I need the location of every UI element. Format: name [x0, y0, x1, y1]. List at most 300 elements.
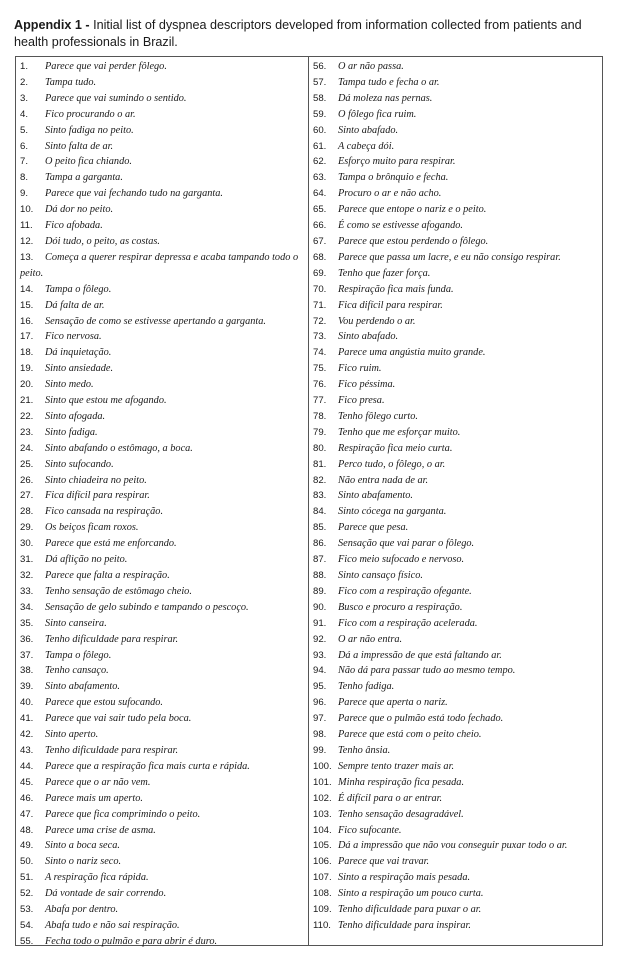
item-number: 47. [20, 808, 34, 820]
item-text: Tenho dificuldade para puxar o ar. [338, 904, 482, 916]
list-item [16, 663, 308, 679]
list-item [309, 536, 602, 552]
item-number: 75. [313, 363, 327, 375]
list-item [16, 870, 308, 886]
item-text: Perco tudo, o fôlego, o ar. [338, 458, 446, 470]
item-number: 84. [313, 506, 327, 518]
item-text: Tampa o brônquio e fecha. [338, 172, 449, 184]
item-number: 62. [313, 156, 327, 168]
list-item [16, 314, 308, 330]
item-text: Sinto chiadeira no peito. [45, 474, 147, 486]
item-number: 53. [20, 904, 34, 916]
list-item [309, 329, 602, 345]
item-number: 45. [20, 776, 34, 788]
list-item [16, 202, 308, 218]
item-number: 9. [20, 188, 29, 200]
item-number: 25. [20, 458, 34, 470]
item-text: Busco e procuro a respiração. [338, 601, 463, 613]
item-text: Parece que passa um lacre, e eu não consigo respirar. [338, 251, 561, 263]
item-text: Tenho que fazer força. [338, 267, 431, 279]
list-item [16, 600, 308, 616]
item-number: 29. [20, 522, 34, 534]
list-item [16, 727, 308, 743]
item-number: 76. [313, 379, 327, 391]
item-number: 40. [20, 697, 34, 709]
item-text: Fica difícil para respirar. [45, 490, 150, 502]
item-text: Tenho cansaço. [45, 665, 109, 677]
list-item [309, 345, 602, 361]
item-text: Minha respiração fica pesada. [338, 776, 465, 788]
item-number: 93. [313, 649, 327, 661]
list-item [16, 552, 308, 568]
list-item [16, 282, 308, 298]
list-item [309, 584, 602, 600]
item-text: É difícil para o ar entrar. [338, 792, 443, 804]
list-item [309, 838, 602, 854]
item-number: 36. [20, 633, 34, 645]
list-item [309, 107, 602, 123]
item-number: 83. [313, 490, 327, 502]
item-text: Começa a querer respirar depressa e acaba tampando todo o peito. [20, 251, 299, 279]
item-text: Sinto afogada. [45, 410, 106, 422]
item-number: 60. [313, 124, 327, 136]
list-item [309, 759, 602, 775]
list-item [16, 234, 308, 250]
list-item [309, 823, 602, 839]
item-number: 20. [20, 379, 34, 391]
caption-text: Initial list of dyspnea descriptors developed from information collected from patients and health professionals in Brazil. [14, 18, 582, 49]
list-item [16, 91, 308, 107]
item-number: 98. [313, 729, 327, 741]
item-number: 105. [313, 840, 332, 852]
item-number: 52. [20, 888, 34, 900]
item-number: 10. [20, 204, 34, 216]
item-text: Parece uma angústia muito grande. [338, 347, 486, 359]
item-number: 35. [20, 617, 34, 629]
item-number: 31. [20, 554, 34, 566]
item-text: Tenho fadiga. [338, 681, 395, 693]
list-item [16, 123, 308, 139]
item-text: Parece que fica comprimindo o peito. [45, 808, 201, 820]
item-number: 17. [20, 331, 34, 343]
item-number: 72. [313, 315, 327, 327]
item-number: 81. [313, 458, 327, 470]
item-text: Respiração fica mais funda. [338, 283, 454, 295]
item-text: Sinto canseira. [45, 617, 107, 629]
list-item [16, 854, 308, 870]
item-text: Parece que está me enforcando. [45, 538, 177, 550]
list-item [309, 886, 602, 902]
item-text: Os beiços ficam roxos. [45, 522, 139, 534]
item-text: Abafa por dentro. [45, 904, 119, 916]
list-item [309, 775, 602, 791]
item-text: Fico nervosa. [45, 331, 102, 343]
item-number: 88. [313, 570, 327, 581]
item-text: Parece que vai travar. [338, 856, 430, 868]
item-text: Sinto sufocando. [45, 458, 114, 470]
list-item [309, 202, 602, 218]
item-text: Sinto a respiração mais pesada. [338, 872, 471, 884]
list-item [309, 616, 602, 632]
list-item [309, 600, 602, 616]
list-item [16, 695, 308, 711]
item-number: 41. [20, 713, 34, 725]
list-item [309, 663, 602, 679]
item-number: 68. [313, 251, 327, 263]
item-text: Parece que o ar não vem. [45, 776, 151, 788]
item-text: Sinto abafamento. [338, 490, 413, 502]
item-number: 57. [313, 76, 327, 88]
item-text: Tenho sensação de estômago cheio. [45, 585, 192, 597]
item-text: Tenho dificuldade para respirar. [45, 633, 179, 645]
item-text: O fôlego fica ruim. [338, 108, 417, 120]
list-item [16, 75, 308, 91]
item-number: 59. [313, 108, 327, 120]
item-text: Fico cansada na respiração. [45, 506, 164, 518]
list-item [309, 170, 602, 186]
list-item [16, 393, 308, 409]
item-text: Dá a impressão de que está faltando ar. [338, 649, 502, 661]
item-text: Sinto cansaço físico. [338, 570, 423, 581]
item-text: Tenho ânsia. [338, 744, 391, 756]
list-item [309, 441, 602, 457]
list-item [309, 361, 602, 377]
list-item [309, 632, 602, 648]
item-text: Vou perdendo o ar. [338, 315, 416, 327]
list-item [309, 282, 602, 298]
item-text: Não entra nada de ar. [338, 474, 429, 486]
list-item [16, 584, 308, 600]
list-item [16, 218, 308, 234]
item-number: 28. [20, 506, 34, 518]
item-text: Parece que vai perder fôlego. [45, 61, 167, 72]
item-text: Sinto a boca seca. [45, 840, 120, 852]
list-item [309, 520, 602, 536]
item-number: 55. [20, 935, 34, 947]
list-item [16, 918, 308, 934]
list-item [309, 473, 602, 489]
item-number: 50. [20, 856, 34, 868]
item-text: Sensação que vai parar o fôlego. [338, 538, 475, 550]
list-item [16, 154, 308, 170]
item-number: 102. [313, 792, 332, 804]
item-text: Parece que está com o peito cheio. [338, 729, 482, 741]
item-number: 61. [313, 140, 327, 152]
item-number: 86. [313, 538, 327, 550]
list-item [309, 918, 602, 934]
item-number: 97. [313, 713, 327, 725]
item-number: 38. [20, 665, 34, 677]
list-item [16, 457, 308, 473]
item-text: Parece que estou sufocando. [45, 697, 164, 709]
item-number: 34. [20, 601, 34, 613]
item-text: Parece que vai sumindo o sentido. [45, 92, 187, 104]
list-item [309, 711, 602, 727]
item-text: Sinto abafamento. [45, 681, 120, 693]
item-number: 89. [313, 585, 327, 597]
item-text: Sinto fadiga no peito. [45, 124, 134, 136]
item-text: Fico procurando o ar. [45, 108, 136, 120]
item-number: 104. [313, 824, 332, 836]
descriptor-column-left [16, 57, 309, 945]
item-number: 8. [20, 172, 29, 184]
item-text: Sinto o nariz seco. [45, 856, 122, 868]
item-number: 106. [313, 856, 332, 868]
item-text: Parece que aperta o nariz. [338, 697, 448, 709]
list-item [16, 139, 308, 155]
item-text: Dói tudo, o peito, as costas. [45, 235, 160, 247]
item-number: 85. [313, 522, 327, 534]
list-item [309, 488, 602, 504]
list-item [309, 409, 602, 425]
item-number: 90. [313, 601, 327, 613]
descriptor-table [15, 56, 603, 946]
list-item [309, 727, 602, 743]
item-number: 82. [313, 474, 327, 486]
item-text: Tampa tudo e fecha o ar. [338, 76, 440, 88]
list-item [309, 186, 602, 202]
item-number: 43. [20, 744, 34, 756]
list-item [16, 679, 308, 695]
item-text: Sinto ansiedade. [45, 363, 114, 375]
item-number: 2. [20, 76, 29, 88]
item-number: 66. [313, 220, 327, 232]
item-number: 101. [313, 776, 332, 788]
item-number: 49. [20, 840, 34, 852]
list-item [309, 298, 602, 314]
list-item [309, 568, 602, 584]
list-item [16, 568, 308, 584]
list-item [16, 377, 308, 393]
item-number: 77. [313, 395, 327, 407]
item-number: 109. [313, 904, 332, 916]
item-text: Parece que falta a respiração. [45, 570, 170, 581]
item-number: 3. [20, 92, 29, 104]
item-text: Não dá para passar tudo ao mesmo tempo. [338, 665, 516, 677]
list-item [309, 457, 602, 473]
item-text: Fico ruim. [338, 363, 382, 375]
item-number: 5. [20, 124, 29, 136]
list-item [309, 425, 602, 441]
item-number: 107. [313, 872, 332, 884]
item-text: Tampa o fôlego. [45, 649, 112, 661]
item-text: Sinto fadiga. [45, 426, 98, 438]
item-text: Sensação de como se estivesse apertando a garganta. [45, 315, 266, 327]
item-text: Sinto medo. [45, 379, 94, 391]
list-item [309, 91, 602, 107]
item-text: O peito fica chiando. [45, 156, 132, 168]
item-number: 65. [313, 204, 327, 216]
list-item [16, 425, 308, 441]
item-text: Sinto aperto. [45, 729, 99, 741]
item-number: 56. [313, 61, 327, 72]
list-item [309, 377, 602, 393]
list-item [16, 441, 308, 457]
item-number: 16. [20, 315, 34, 327]
item-number: 39. [20, 681, 34, 693]
item-number: 13. [20, 251, 34, 263]
item-text: Sensação de gelo subindo e tampando o pescoço. [45, 601, 249, 613]
item-number: 14. [20, 283, 34, 295]
item-number: 96. [313, 697, 327, 709]
item-text: Tenho sensação desagradável. [338, 808, 464, 820]
item-text: Parece que a respiração fica mais curta e rápida. [45, 760, 250, 772]
item-number: 103. [313, 808, 332, 820]
item-number: 70. [313, 283, 327, 295]
item-number: 79. [313, 426, 327, 438]
item-text: Sinto abafado. [338, 331, 399, 343]
list-item [309, 679, 602, 695]
appendix-caption [14, 17, 618, 51]
item-number: 37. [20, 649, 34, 661]
item-number: 6. [20, 140, 29, 152]
list-item [309, 807, 602, 823]
item-text: Sinto abafando o estômago, a boca. [45, 442, 193, 454]
item-number: 21. [20, 395, 34, 407]
list-item [309, 250, 602, 266]
item-number: 26. [20, 474, 34, 486]
item-number: 91. [313, 617, 327, 629]
item-text: A cabeça dói. [338, 140, 395, 152]
list-item [309, 902, 602, 918]
item-number: 19. [20, 363, 34, 375]
list-item [16, 648, 308, 664]
item-number: 108. [313, 888, 332, 900]
descriptor-column-right [309, 57, 602, 945]
list-item [16, 298, 308, 314]
list-item [16, 902, 308, 918]
list-item [16, 59, 308, 75]
list-item [16, 345, 308, 361]
item-number: 92. [313, 633, 327, 645]
item-number: 74. [313, 347, 327, 359]
item-number: 63. [313, 172, 327, 184]
item-text: Esforço muito para respirar. [338, 156, 456, 168]
list-item [16, 107, 308, 123]
item-text: A respiração fica rápida. [45, 872, 149, 884]
item-text: Tampa a garganta. [45, 172, 123, 184]
list-item [309, 266, 602, 282]
item-text: Fica difícil para respirar. [338, 299, 443, 311]
list-item [309, 139, 602, 155]
caption-label: Appendix 1 - [14, 18, 90, 32]
item-text: Sinto que estou me afogando. [45, 395, 167, 407]
item-number: 73. [313, 331, 327, 343]
list-item [16, 791, 308, 807]
item-number: 23. [20, 426, 34, 438]
item-text: Fico sufocante. [338, 824, 402, 836]
item-text: Sinto a respiração um pouco curta. [338, 888, 484, 900]
list-item [309, 743, 602, 759]
item-text: Procuro o ar e não acho. [338, 188, 442, 200]
item-text: Sinto abafado. [338, 124, 399, 136]
item-number: 1. [20, 61, 29, 72]
item-text: Sinto falta de ar. [45, 140, 114, 152]
list-item [309, 695, 602, 711]
item-number: 51. [20, 872, 34, 884]
item-text: Tenho dificuldade para respirar. [45, 744, 179, 756]
item-number: 48. [20, 824, 34, 836]
item-text: O ar não entra. [338, 633, 403, 645]
item-number: 7. [20, 156, 29, 168]
item-number: 71. [313, 299, 327, 311]
item-number: 27. [20, 490, 34, 502]
item-text: Parece uma crise de asma. [45, 824, 156, 836]
item-number: 33. [20, 585, 34, 597]
item-text: Tenho fôlego curto. [338, 410, 418, 422]
list-item [16, 823, 308, 839]
item-text: É como se estivesse afogando. [338, 220, 463, 232]
list-item [16, 743, 308, 759]
list-item [309, 393, 602, 409]
list-item [16, 759, 308, 775]
list-item [309, 218, 602, 234]
item-text: Dá dor no peito. [45, 204, 114, 216]
list-item [309, 154, 602, 170]
list-item [16, 632, 308, 648]
list-item [16, 473, 308, 489]
item-number: 30. [20, 538, 34, 550]
item-text: Sempre tento trazer mais ar. [338, 760, 455, 772]
item-number: 64. [313, 188, 327, 200]
item-number: 32. [20, 570, 34, 581]
list-item [309, 648, 602, 664]
item-text: Dá a impressão que não vou conseguir puxar todo o ar. [338, 840, 568, 852]
item-text: Respiração fica meio curta. [338, 442, 453, 454]
item-text: Parece que entope o nariz e o peito. [338, 204, 487, 216]
list-item [16, 711, 308, 727]
list-item [309, 791, 602, 807]
list-item [309, 75, 602, 91]
item-number: 11. [20, 220, 33, 232]
item-text: Fico péssima. [338, 379, 396, 391]
list-item [16, 775, 308, 791]
list-item [16, 536, 308, 552]
list-item [16, 488, 308, 504]
list-item [309, 870, 602, 886]
list-item [16, 934, 308, 950]
item-number: 87. [313, 554, 327, 566]
list-item [16, 170, 308, 186]
list-item [16, 361, 308, 377]
item-text: O ar não passa. [338, 61, 404, 72]
item-text: Fico meio sufocado e nervoso. [338, 554, 465, 566]
item-text: Tenho dificuldade para inspirar. [338, 919, 471, 931]
list-item [16, 250, 308, 282]
item-text: Fico afobada. [45, 220, 103, 232]
item-text: Fico com a respiração acelerada. [338, 617, 478, 629]
item-text: Parece que vai fechando tudo na garganta. [45, 188, 223, 200]
item-number: 54. [20, 919, 34, 931]
item-text: Dá moleza nas pernas. [338, 92, 433, 104]
item-number: 15. [20, 299, 34, 311]
item-text: Fico presa. [338, 395, 385, 407]
list-item [309, 234, 602, 250]
item-text: Fecha todo o pulmão e para abrir é duro. [45, 935, 218, 947]
item-number: 58. [313, 92, 327, 104]
item-text: Tenho que me esforçar muito. [338, 426, 461, 438]
item-text: Dá vontade de sair correndo. [45, 888, 167, 900]
list-item [309, 552, 602, 568]
item-text: Dá inquietação. [45, 347, 112, 359]
item-text: Abafa tudo e não sai respiração. [45, 919, 180, 931]
item-text: Parece que estou perdendo o fôlego. [338, 235, 489, 247]
item-number: 67. [313, 235, 327, 247]
list-item [309, 59, 602, 75]
item-text: Parece que pesa. [338, 522, 409, 534]
list-item [16, 616, 308, 632]
item-text: Parece que vai sair tudo pela boca. [45, 713, 192, 725]
